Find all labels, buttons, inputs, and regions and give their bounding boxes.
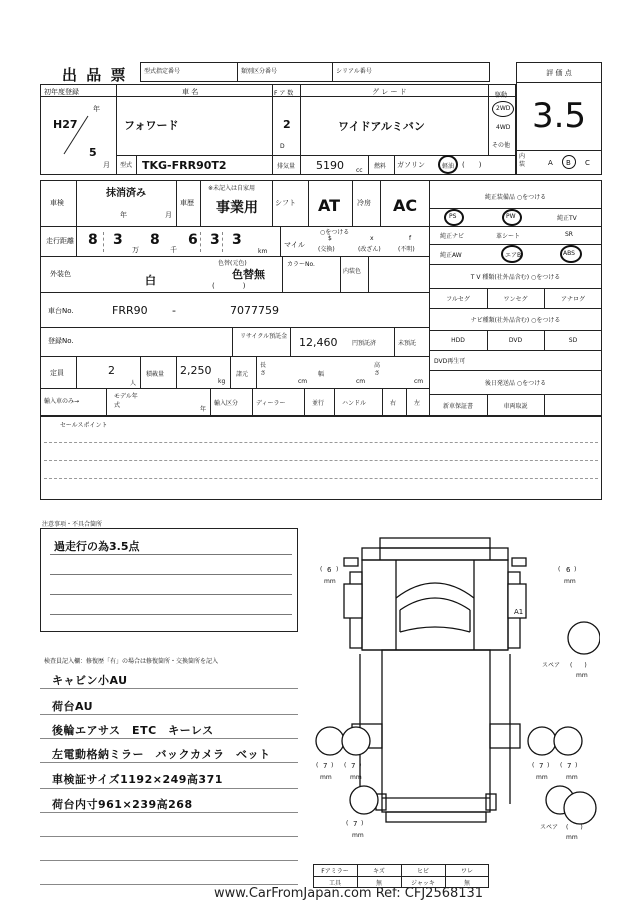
grade: ワイドアルミバン bbox=[338, 120, 425, 133]
tire-rr1-mm: mm bbox=[536, 774, 548, 781]
eq-pw: PW bbox=[506, 213, 516, 220]
tv-analog: アナログ bbox=[560, 296, 585, 303]
inspector-label: 検査員記入欄：修復歴「有」の場合は修復箇所・交換箇所を記入 bbox=[44, 658, 219, 665]
mileage-exchange: (交換) bbox=[318, 246, 335, 253]
tire-rl3-mm: mm bbox=[352, 832, 364, 839]
inspection-label: 車検 bbox=[50, 199, 64, 207]
legend-scratch: キズ bbox=[373, 868, 385, 875]
damage-mark-a1: A1 bbox=[514, 608, 524, 616]
handle-left: 左 bbox=[414, 400, 421, 407]
spare-bracket-1: ( ) bbox=[570, 662, 587, 669]
serial-label: シリアル番号 bbox=[336, 68, 372, 75]
tire-rl1-mm: mm bbox=[320, 774, 332, 781]
width-label: 幅 bbox=[318, 371, 325, 378]
sales-point-label: セールスポイント bbox=[60, 422, 108, 429]
doors: 2 bbox=[283, 118, 291, 131]
spare-mm-2: mm bbox=[566, 834, 578, 841]
after-warranty: 新車保証書 bbox=[442, 403, 473, 410]
mileage-x: x bbox=[370, 235, 374, 242]
inspection-year-unit: 年 bbox=[120, 211, 127, 219]
shift: AT bbox=[318, 196, 341, 215]
date-slash bbox=[50, 108, 110, 158]
eq-ps: PS bbox=[449, 213, 457, 220]
mileage-digit-6: 3 bbox=[232, 232, 242, 248]
handle-label: ハンドル bbox=[342, 400, 367, 407]
drive-4wd: 4WD bbox=[496, 124, 511, 131]
tire-rr2-bracket: ( bbox=[560, 762, 563, 769]
chassis-number: 7077759 bbox=[230, 304, 279, 317]
tv-oneseg: ワンセグ bbox=[503, 296, 528, 303]
cc-unit: cc bbox=[356, 167, 363, 174]
import-label: 輸入車のみ→ bbox=[44, 398, 80, 405]
mileage-altered: (改ざん) bbox=[358, 246, 381, 253]
tire-fr-bracket-close: ) bbox=[574, 566, 577, 573]
inspection-month-unit: 月 bbox=[165, 211, 172, 219]
mileage-man: 万 bbox=[132, 246, 139, 254]
tire-fl-bracket-close: ) bbox=[336, 566, 339, 573]
handle-right: 右 bbox=[390, 400, 397, 407]
cooling: AC bbox=[393, 196, 418, 215]
navi-sd: SD bbox=[568, 337, 578, 344]
model-year-label: モデル年式 bbox=[114, 393, 138, 409]
after-manual: 車両取説 bbox=[503, 403, 528, 410]
registration-label: 登録No. bbox=[48, 337, 74, 345]
car-name-label: 車 名 bbox=[182, 88, 199, 96]
mileage-digit-5: 3 bbox=[210, 232, 220, 248]
tire-rr2-depth: 7 bbox=[567, 762, 572, 770]
legend-crack: ワレ bbox=[460, 868, 473, 875]
tire-rr1-depth: 7 bbox=[539, 762, 544, 770]
score-value: 3.5 bbox=[531, 96, 587, 136]
doors-label: F ア 数 bbox=[274, 90, 294, 97]
fuel-gasoline: ガソリン bbox=[397, 161, 425, 169]
tire-fl-mm: mm bbox=[324, 578, 336, 585]
spare-bracket-2: ( ) bbox=[566, 824, 583, 831]
width-unit: cm bbox=[356, 378, 366, 385]
color-change-label: 色替(元色) bbox=[218, 260, 247, 267]
eq-navi: 純正ナビ bbox=[440, 233, 465, 240]
color-no-label: カラーNo. bbox=[287, 261, 315, 268]
legend-chip: ヒビ bbox=[416, 868, 429, 875]
first-reg-month: 5 bbox=[89, 146, 97, 159]
seats-label: 定員 bbox=[50, 369, 64, 377]
inspector-line-4: 左電動格納ミラー バックカメラ ベット bbox=[52, 748, 271, 761]
navi-hdd: HDD bbox=[451, 337, 465, 344]
eq-airbag: エアB bbox=[505, 252, 522, 259]
legend-tools-value: 無 bbox=[375, 880, 382, 887]
navi-title: ナビ種類(社外品含む) ○をつける bbox=[470, 317, 561, 324]
spare-label-2: スペア bbox=[540, 824, 559, 831]
tire-rl2-bracket: ( bbox=[344, 762, 347, 769]
eq-tv: 純正TV bbox=[557, 215, 577, 222]
chassis-dash: - bbox=[172, 304, 176, 317]
history-label: 車歴 bbox=[180, 199, 194, 207]
tire-fr-depth: 6 bbox=[566, 566, 571, 574]
tire-rl1-bracket-close: ) bbox=[331, 762, 334, 769]
header-id-row bbox=[140, 62, 490, 82]
interior-a: A bbox=[548, 159, 553, 167]
model-label: 型式 bbox=[120, 162, 133, 169]
color-label: 外装色 bbox=[50, 270, 71, 278]
import-dealer: ディーラー bbox=[256, 400, 286, 407]
drive-other: その他 bbox=[492, 142, 511, 149]
type-cert-label: 型式指定番号 bbox=[144, 68, 181, 75]
tire-rl2-mm: mm bbox=[350, 774, 362, 781]
tv-fullseg: フルセグ bbox=[446, 296, 470, 303]
mileage-sen: 千 bbox=[170, 246, 177, 254]
mileage-f: f bbox=[409, 235, 412, 242]
inspector-line-3: 後輪エアサス ETC キーレス bbox=[52, 724, 214, 737]
history: 事業用 bbox=[216, 200, 258, 216]
cooling-label: 冷房 bbox=[357, 199, 371, 207]
dim-label: 諸元 bbox=[236, 371, 249, 378]
legend-jack: ジャッキ bbox=[411, 880, 435, 887]
form-title: 出 品 票 bbox=[62, 66, 128, 84]
legend-tools: 工具 bbox=[328, 880, 341, 887]
tire-rl3-bracket: ( bbox=[346, 820, 349, 827]
inspector-line-5: 車検証サイズ1192×249高371 bbox=[52, 773, 223, 786]
eq-leather: 革シート bbox=[496, 233, 521, 240]
year-unit: 年 bbox=[93, 105, 100, 113]
drive-2wd: 2WD bbox=[496, 105, 511, 112]
sales-point-section bbox=[40, 416, 602, 500]
interior-label: 内装 bbox=[519, 153, 526, 168]
tire-rl2-depth: 7 bbox=[351, 762, 356, 770]
legend-jack-value: 無 bbox=[463, 880, 470, 887]
chassis-label: 車台No. bbox=[48, 307, 74, 315]
equipment-title: 純正装備品 ○をつける bbox=[484, 194, 547, 201]
seats: 2 bbox=[108, 364, 115, 377]
load: 2,250 bbox=[180, 364, 212, 377]
caution-text: 過走行の為3.5点 bbox=[54, 540, 140, 553]
load-label: 積載量 bbox=[146, 371, 165, 378]
interior-c: C bbox=[585, 159, 590, 167]
inspector-line-6: 荷台内寸961×239高268 bbox=[52, 798, 193, 811]
tire-rr2-bracket-close: ) bbox=[575, 762, 578, 769]
recycle-deposited: 円預託済 bbox=[352, 340, 377, 347]
truck-diagram bbox=[300, 528, 600, 868]
mileage-label: 走行距離 bbox=[46, 237, 74, 245]
eq-sr: SR bbox=[565, 231, 573, 238]
tire-rr1-bracket: ( bbox=[532, 762, 535, 769]
load-unit: kg bbox=[218, 378, 226, 385]
score-label: 評 価 点 bbox=[546, 69, 572, 77]
car-name: フォワード bbox=[124, 119, 179, 132]
chassis-prefix: FRR90 bbox=[112, 304, 148, 317]
mileage-dollar: $ bbox=[328, 235, 332, 242]
unreg-note: ※未記入は自家用 bbox=[208, 185, 256, 192]
tire-rr2-mm: mm bbox=[566, 774, 578, 781]
tire-fl-bracket: ( bbox=[320, 566, 323, 573]
height-unit: cm bbox=[414, 378, 424, 385]
mileage-circle-note: ○をつける bbox=[320, 229, 350, 236]
tire-fr-mm: mm bbox=[564, 578, 576, 585]
fuel-diesel: 軽油 bbox=[442, 163, 455, 170]
class-label: 類別区分番号 bbox=[241, 68, 278, 75]
footer-watermark: www.CarFromJapan.com Ref: CFJ2568131 bbox=[214, 886, 484, 901]
legend-mirror: Fアミラー bbox=[321, 868, 349, 875]
after-title: 後日発送品 ○をつける bbox=[484, 380, 547, 387]
navi-dvd: DVD bbox=[508, 337, 523, 344]
first-reg-label: 初年度登録 bbox=[44, 88, 79, 96]
drive-label: 駆動 bbox=[495, 92, 508, 99]
spare-mm-1: mm bbox=[576, 672, 588, 679]
dvd-playback: DVD再生可 bbox=[434, 358, 466, 365]
inspector-line-2: 荷台AU bbox=[52, 700, 94, 713]
door-suffix: D bbox=[280, 143, 285, 150]
model-year-unit: 年 bbox=[200, 406, 207, 413]
recycle-label: リサイクル預託金 bbox=[240, 333, 288, 340]
caution-label: 注意事項・不具合箇所 bbox=[42, 521, 103, 528]
tire-rl1-bracket: ( bbox=[316, 762, 319, 769]
first-reg-year: H27 bbox=[53, 118, 78, 131]
fuel-label: 燃料 bbox=[374, 163, 387, 170]
import-parallel: 並行 bbox=[312, 400, 325, 407]
tv-title: T V 種類(社外品含む) ○をつける bbox=[470, 274, 561, 281]
tire-rl3-bracket-close: ) bbox=[361, 820, 364, 827]
color-change: 色替無 bbox=[232, 268, 265, 281]
mile-label: マイル bbox=[284, 241, 305, 249]
color-paren: ( ) bbox=[212, 282, 246, 290]
inspector-line-1: キャビン小AU bbox=[52, 674, 128, 687]
mileage-digit-3: 8 bbox=[150, 232, 160, 248]
grade-label: グ レ ー ド bbox=[372, 88, 407, 96]
model: TKG-FRR90T2 bbox=[142, 159, 227, 172]
color: 白 bbox=[145, 274, 156, 287]
eq-aw: 純正AW bbox=[440, 252, 462, 259]
fuel-paren: ( ) bbox=[462, 161, 482, 169]
length-unit: cm bbox=[298, 378, 308, 385]
spare-label-1: スペア bbox=[542, 662, 561, 669]
tire-rl2-bracket-close: ) bbox=[359, 762, 362, 769]
mileage-digit-1: 8 bbox=[88, 232, 98, 248]
inspection: 抹消済み bbox=[106, 188, 146, 199]
tire-fr-bracket: ( bbox=[558, 566, 561, 573]
length-label: 長さ bbox=[260, 362, 267, 377]
tire-fl-depth: 6 bbox=[327, 566, 332, 574]
eq-abs: ABS bbox=[563, 250, 575, 257]
interior-color-label: 内装色 bbox=[343, 268, 362, 275]
mileage-km: km bbox=[258, 248, 268, 255]
recycle-fee: 12,460 bbox=[299, 336, 338, 349]
displacement-label: 排気量 bbox=[277, 163, 296, 170]
seats-unit: 人 bbox=[130, 380, 137, 387]
height-label: 高さ bbox=[374, 362, 381, 377]
mileage-digit-2: 3 bbox=[113, 232, 123, 248]
recycle-not-deposited: 未預託 bbox=[398, 340, 417, 347]
tire-rl1-depth: 7 bbox=[323, 762, 328, 770]
mileage-unknown: (不明) bbox=[398, 246, 415, 253]
interior-b: B bbox=[566, 159, 571, 167]
tire-rl3-depth: 7 bbox=[353, 820, 358, 828]
displacement: 5190 bbox=[316, 159, 344, 172]
month-unit: 月 bbox=[103, 161, 110, 169]
tire-rr1-bracket-close: ) bbox=[547, 762, 550, 769]
import-class-label: 輸入区分 bbox=[214, 400, 239, 407]
mileage-digit-4: 6 bbox=[188, 232, 198, 248]
shift-label: シフト bbox=[275, 199, 296, 207]
